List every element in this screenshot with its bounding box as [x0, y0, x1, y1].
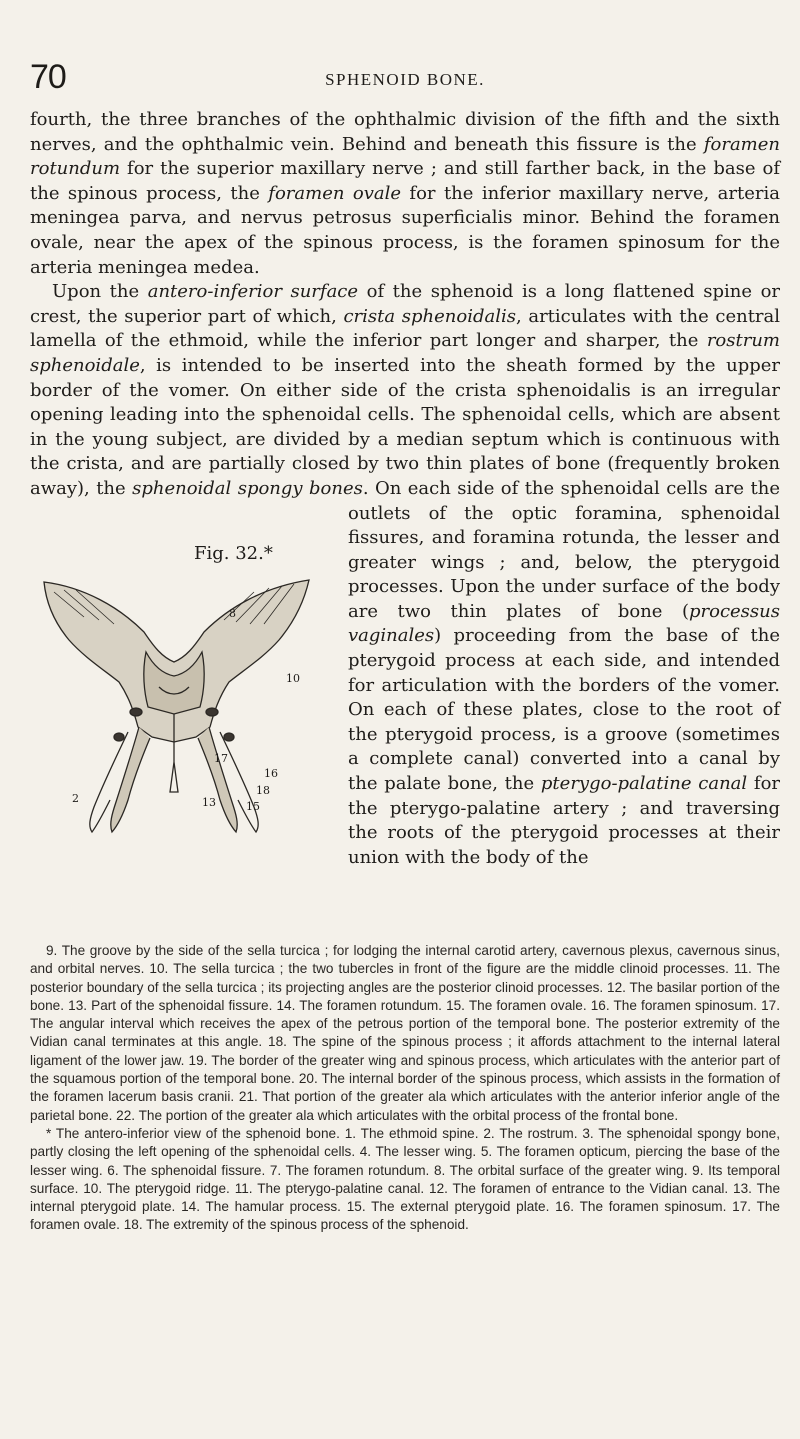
italic-term: processus vaginales	[348, 600, 780, 647]
figure-label: 10	[286, 671, 300, 685]
footnotes	[30, 942, 780, 1235]
text-run: Upon the	[52, 281, 148, 303]
page-number: 70	[30, 58, 66, 96]
figure-label: 2	[72, 791, 79, 805]
text-run: , articulates with the central lamella of the ethmoid, while the inferior part longer and sharper, the	[30, 305, 781, 352]
italic-term: crista sphenoidalis	[343, 305, 516, 327]
italic-term: foramen rotundum	[30, 133, 780, 180]
paragraph	[30, 108, 780, 280]
text-run: optic foramina, sphenoidal fissures, and foramina rotunda, the lesser and greater wings ; and, below, the pterygoid processes. Upon the under surface of the body are two thin plates of bone (	[348, 502, 780, 622]
figure-label: 16	[264, 766, 278, 780]
text-run: fourth, the three branches of the ophthalmic division of the fifth and the sixth nerves, and the ophthalmic vein. Behind and beneath this fissure is the	[30, 109, 780, 155]
italic-term: rostrum sphenoidale	[30, 330, 780, 376]
text-run: for the pterygo-palatine artery ; and traversing the roots of the pterygoid processes at their union with the body of the	[348, 773, 781, 868]
figure-label: 13	[202, 795, 216, 809]
body-text	[30, 108, 780, 912]
figure-label: 15	[246, 799, 260, 813]
text-run: . On each side of the sphenoidal cells are the outlets of the	[348, 477, 780, 524]
italic-term: foramen ovale	[268, 182, 402, 204]
text-run: for the inferior maxillary nerve, arteria meningea parva, and nervus petrosus superficialis minor. Behind the foramen ovale, near the apex of the spinous process, is the foramen spinosum for the arteria meningea medea.	[30, 182, 780, 278]
legend-continued: 9. The groove by the side of the sella turcica ; for lodging the internal carotid artery, cavernous plexus, cavernous sinus, and orbital nerves. 10. The sella turcica ; the two tubercles in front of the figure are the middle clinoid processes. 11. The posterior boundary of the sella turcica ; its projecting angles are the posterior clinoid processes. 12. The basilar portion of the bone. 13. Part of the sphenoidal fissure. 14. The foramen rotundum. 15. The foramen ovale. 16. The foramen spinosum. 17. The angular interval which receives the apex of the petrous portion of the temporal bone. The posterior extremity of the Vidian canal terminates at this angle. 18. The spine of the spinous process ; it affords attachment to the internal lateral ligament of the lower jaw. 19. The border of the greater wing and spinous process, which articulates with the anterior part of the squamous portion of the temporal bone. 20. The internal border of the spinous process, which assists in the formation of the foramen lacerum basis cranii. 21. That portion of the greater ala which articulates with the anterior inferior angle of the parietal bone. 22. The portion of the greater ala which articulates with the orbital process of the frontal bone.	[30, 943, 780, 1123]
running-title: SPHENOID BONE.	[325, 70, 485, 89]
figure-label: 8	[229, 606, 236, 620]
text-run: for the superior maxillary nerve ; and still farther back, in the base of the spinous process, the	[30, 158, 780, 204]
italic-term: sphenoidal spongy bones	[132, 477, 363, 499]
text-run: of the sphenoid is a long flattened spine or crest, the superior part of which,	[30, 281, 781, 327]
figure-label: 17	[214, 751, 228, 765]
figure-32-legend: * The antero-inferior view of the sphenoid bone. 1. The ethmoid spine. 2. The rostrum. 3. The sphenoidal spongy bone, partly closing the left opening of the sphenoidal cells. 4. The lesser wing. 5. The foramen opticum, piercing the base of the lesser wing. 6. The sphenoidal fissure. 7. The foramen rotundum. 8. The orbital surface of the greater wing. 9. Its temporal surface. 10. The pterygoid ridge. 11. The pterygo-palatine canal. 12. The foramen of entrance to the Vidian canal. 13. The internal pterygoid plate. 14. The hamular process. 15. The external pterygoid plate. 16. The foramen spinosum. 17. The foramen ovale. 18. The extremity of the spinous process of the sphenoid.	[30, 1125, 780, 1233]
paragraph	[30, 280, 780, 870]
italic-term: antero-inferior surface	[147, 281, 359, 303]
figure-32	[24, 502, 334, 912]
sphenoid-bone-illustration	[24, 562, 334, 862]
text-run: , is intended to be inserted into the sheath formed by the upper border of the vomer. On either side of the crista sphenoidalis is an irregular opening leading into the sphenoidal cells. The sphenoidal cells, which are absent in the young subject, are divided by a median septum which is continuous with the crista, and are partially closed by two thin plates of bone (frequently broken away), the	[30, 354, 780, 499]
figure-caption: Fig. 32.*	[194, 542, 273, 564]
page-header	[30, 58, 780, 98]
text-run: ) proceeding from the base of the pterygoid process at each side, and intended for articulation with the borders of the vomer. On each of these plates, close to the root of the pterygoid process, is a groove (sometimes a complete canal) converted into a canal by the palate bone, the	[348, 625, 780, 795]
figure-label: 18	[256, 783, 270, 797]
italic-term: pterygo-palatine canal	[540, 773, 748, 795]
